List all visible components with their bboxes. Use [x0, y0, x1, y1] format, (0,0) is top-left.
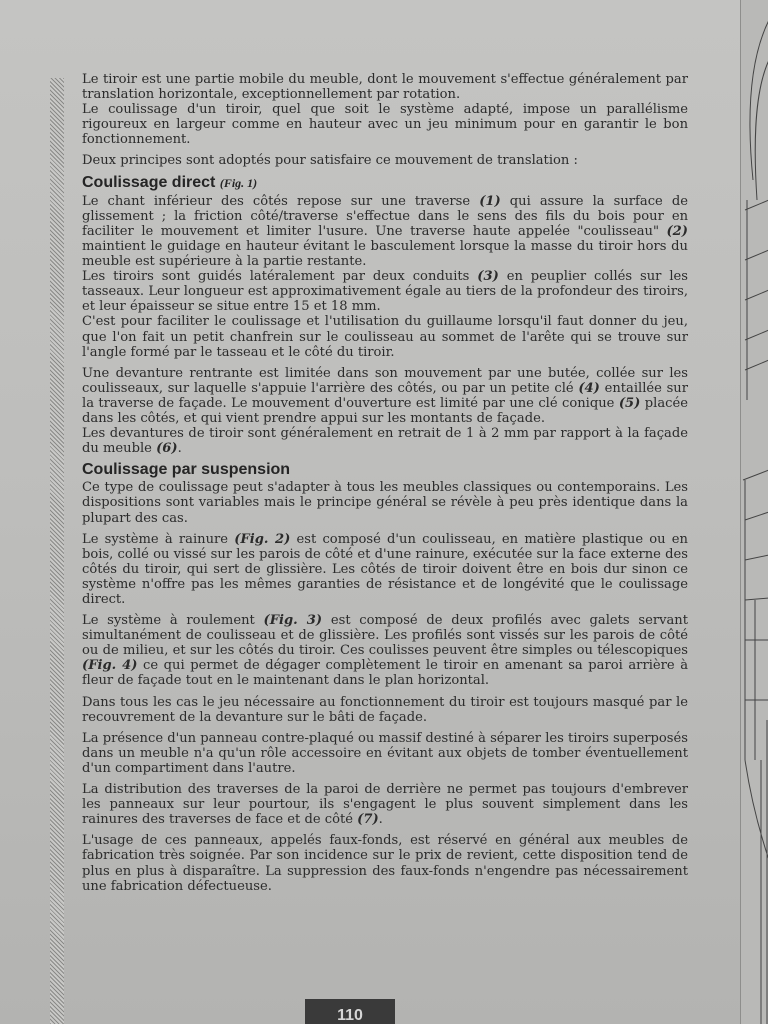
ref-6: (6)	[156, 441, 178, 457]
fig-3-ref: (Fig. 3)	[263, 613, 323, 629]
direct-paragraph-2	[82, 269, 688, 314]
text-run: La distribution des traverses de la paroi de derrière ne permet pas toujours d'embrever les panneaux sur leur pourtour, ils s'engagent le plus souvent simplement dans les rainures des traverses de face et de côté	[82, 782, 688, 828]
direct-paragraph-5	[82, 426, 688, 456]
text-run: Le système à rainure	[82, 531, 235, 547]
technical-drawing-fragment	[741, 0, 768, 1024]
fig-2-ref: (Fig. 2)	[234, 531, 291, 547]
ref-3: (3)	[477, 269, 499, 285]
ref-5: (5)	[618, 395, 641, 411]
text-run: Une devanture rentrante est limitée dans son mouvement par une butée, collée sur les coulisseaux, sur laquelle s'appuie l'arrière des côtés, ou par un petite clé	[82, 365, 688, 396]
hatched-margin-bar	[50, 78, 64, 1024]
suspension-paragraph-4: Dans tous les cas le jeu nécessaire au fonctionnement du tiroir est toujours masqué par le recouvrement de la devanture sur le bâti de façade.	[82, 694, 688, 725]
section-title-direct: Coulissage direct	[82, 173, 216, 191]
text-run: entaillée sur la traverse de façade. Le mouvement d'ouverture est limité par une clé conique	[82, 380, 688, 411]
suspension-paragraph-1: Ce type de coulissage peut s'adapter à tous les meubles classiques ou contemporains. Les dispositions sont variables mais le principe général se révèle à peu près identique dans la plupart des cas.	[82, 480, 688, 526]
text-run: qui assure la surface de glissement ; la friction côté/traverse s'effectue dans le sens des fils du bois pour en faciliter le mouvement et limiter l'usure. Une traverse haute appelée "coulisseau"	[82, 193, 688, 239]
page-text	[82, 72, 688, 900]
ref-4: (4)	[578, 380, 600, 396]
text-run: Les devantures de tiroir sont généralement en retrait de 1 à 2 mm par rapport à la façade du meuble	[82, 426, 688, 457]
text-run: Le système à roulement	[82, 613, 264, 629]
text-run: .	[378, 812, 383, 828]
section-heading-suspension: Coulissage par suspension	[82, 461, 291, 479]
ref-7: (7)	[357, 812, 379, 828]
text-run: maintient le guidage en hauteur évitant le basculement lorsque la masse du tiroir hors du meuble est supérieure à la partie restante.	[82, 238, 688, 270]
suspension-paragraph-7: L'usage de ces panneaux, appelés faux-fonds, est réservé en général aux meubles de fabrication très soignée. Par son incidence sur le prix de revient, cette disposition tend de plus en plus à disparaître. La suppression des faux-fonds n'engendre pas nécessairement une fabrication défectueuse.	[82, 833, 688, 894]
suspension-paragraph-6	[82, 782, 688, 827]
suspension-paragraph-3	[82, 613, 688, 688]
fig-4-ref: (Fig. 4)	[82, 658, 138, 674]
text-run: .	[177, 441, 182, 457]
section-heading-direct	[82, 175, 688, 191]
direct-paragraph-3: C'est pour faciliter le coulissage et l'utilisation du guillaume lorsqu'il faut donner du jeu, que l'on fait un petit chanfrein sur le coulisseau au sommet de l'arête qui se trouve sur l'angle formé par le tasseau et le côté du tiroir.	[82, 314, 688, 360]
intro-paragraph-3: Deux principes sont adoptés pour satisfaire ce mouvement de translation :	[82, 153, 578, 169]
direct-paragraph-1	[82, 194, 688, 269]
text-run: placée dans les côtés, et qui vient prendre appui sur les montants de façade.	[82, 395, 688, 426]
suspension-paragraph-5: La présence d'un panneau contre-plaqué ou massif destiné à séparer les tiroirs superposés dans un meuble n'a qu'un rôle accessoire en évitant aux objets de tomber éventuellement d'un compartiment dans l'autre.	[82, 730, 688, 776]
text-run: Les tiroirs sont guidés latéralement par deux conduits	[82, 269, 478, 285]
text-run: ce qui permet de dégager complètement le tiroir en amenant sa paroi arrière à fleur de façade tout en le maintenant dans le plan horizontal.	[82, 658, 689, 689]
intro-paragraph-2: Le coulissage d'un tiroir, quel que soit le système adapté, impose un parallélisme rigoureux en largeur comme en hauteur avec un jeu minimum pour en garantir le bon fonctionnement.	[82, 102, 688, 148]
fig-1-ref: (Fig. 1)	[219, 175, 258, 190]
suspension-paragraph-2	[82, 532, 688, 607]
ref-2: (2)	[666, 223, 688, 239]
text-run: Le chant inférieur des côtés repose sur une traverse	[82, 193, 480, 209]
intro-paragraph-1: Le tiroir est une partie mobile du meuble, dont le mouvement s'effectue généralement par translation horizontale, exceptionnellement par rotation.	[82, 72, 688, 103]
ref-1: (1)	[479, 193, 501, 209]
facing-page-edge	[740, 0, 768, 1024]
text-run: en peuplier collés sur les tasseaux. Leur longueur est approximativement égale au tiers de la profondeur des tiroirs, et leur épaisseur se situe entre 15 et 18 mm.	[82, 269, 689, 315]
direct-paragraph-4	[82, 366, 688, 426]
page-number: 110	[305, 999, 395, 1024]
text-run: est composé de deux profilés avec galets servant simultanément de coulisseau et de glissière. Les profilés sont vissés sur les parois de côté ou de milieu, et sur les côtés du tiroir. Ces coulisses peuvent être simples ou télescopiques	[82, 613, 688, 659]
text-run: est composé d'un coulisseau, en matière plastique ou en bois, collé ou vissé sur les parois de côté et d'une rainure, exécutée sur la face externe des côtés du tiroir, qui sert de glissière. Les côtés de tiroir doivent être en bois dur sinon ce système n'offre pas les mêmes garanties de résistance et de longévité que le coulissage direct.	[82, 531, 688, 607]
